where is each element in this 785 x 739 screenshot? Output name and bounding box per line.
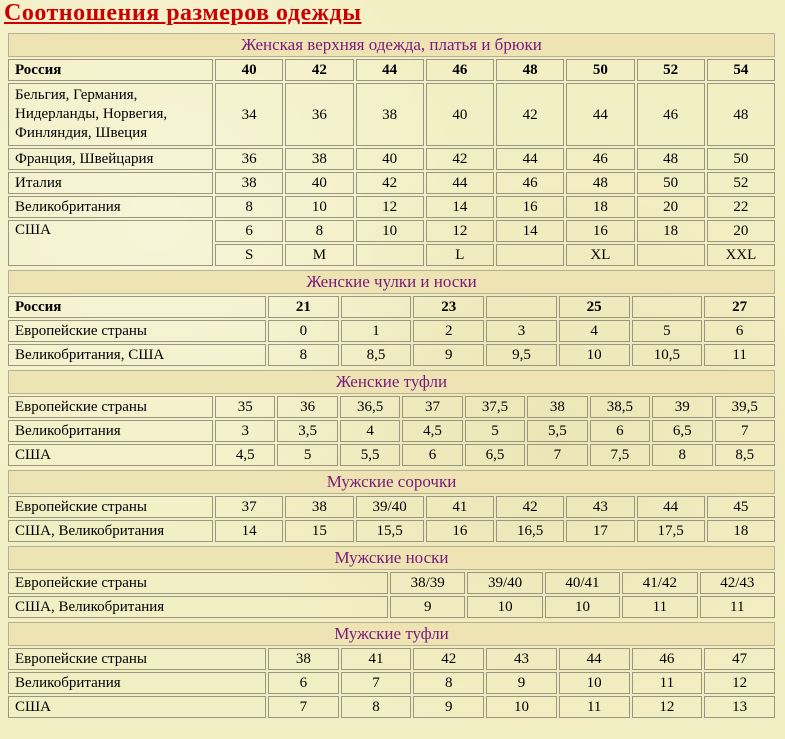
cell: 11	[632, 672, 703, 694]
cell: 7	[527, 444, 587, 466]
table-row	[8, 83, 775, 146]
cell: 5	[632, 320, 703, 342]
cell: 5	[277, 444, 337, 466]
cell: 44	[496, 148, 564, 170]
cell: 54	[707, 59, 775, 81]
cell: 38	[356, 83, 424, 146]
row-label: Европейские страны	[8, 496, 213, 518]
table-row	[8, 596, 775, 618]
table-row	[8, 296, 775, 318]
table-mens-shirts	[6, 468, 777, 544]
row-label: Европейские страны	[8, 572, 388, 594]
cell: 38/39	[390, 572, 465, 594]
cell: 45	[707, 496, 775, 518]
cell: 12	[704, 672, 775, 694]
table-row	[8, 696, 775, 718]
table-row	[8, 220, 775, 242]
row-label: Бельгия, Германия, Нидерланды, Норвегия, Финляндия, Швеция	[8, 83, 213, 146]
cell: 10	[545, 596, 620, 618]
table-row	[8, 572, 775, 594]
cell: 8	[652, 444, 712, 466]
cell: 36,5	[340, 396, 400, 418]
cell: 18	[707, 520, 775, 542]
cell: XXL	[707, 244, 775, 266]
cell: 40	[426, 83, 494, 146]
cell: 48	[496, 59, 564, 81]
cell: 46	[637, 83, 705, 146]
row-label: США, Великобритания	[8, 596, 388, 618]
cell: 38	[215, 172, 283, 194]
cell: 10,5	[632, 344, 703, 366]
cell: 4	[340, 420, 400, 442]
row-label: Франция, Швейцария	[8, 148, 213, 170]
cell: 12	[426, 220, 494, 242]
table-mens-socks	[6, 544, 777, 620]
cell: 1	[341, 320, 412, 342]
cell: 38,5	[590, 396, 650, 418]
cell: 6,5	[652, 420, 712, 442]
cell: 8	[413, 672, 484, 694]
table-row	[8, 344, 775, 366]
cell: 7,5	[590, 444, 650, 466]
cell: 18	[637, 220, 705, 242]
cell: L	[426, 244, 494, 266]
cell: 40	[285, 172, 353, 194]
section-heading: Женские чулки и носки	[8, 270, 775, 294]
cell: 38	[285, 148, 353, 170]
cell	[496, 244, 564, 266]
cell: 4,5	[402, 420, 462, 442]
cell: 41	[341, 648, 412, 670]
cell: 8	[341, 696, 412, 718]
cell: 17,5	[637, 520, 705, 542]
cell: 44	[566, 83, 634, 146]
cell: 17	[566, 520, 634, 542]
cell: 6	[590, 420, 650, 442]
cell: 15	[285, 520, 353, 542]
cell: 50	[707, 148, 775, 170]
section-heading: Мужские сорочки	[8, 470, 775, 494]
section-heading: Мужские туфли	[8, 622, 775, 646]
table-row	[8, 196, 775, 218]
table-row	[8, 648, 775, 670]
cell: 50	[566, 59, 634, 81]
row-label: США	[8, 220, 213, 266]
cell: 41/42	[622, 572, 697, 594]
cell: 10	[559, 344, 630, 366]
cell: 25	[559, 296, 630, 318]
table-row	[8, 444, 775, 466]
row-label: Италия	[8, 172, 213, 194]
cell: 15,5	[356, 520, 424, 542]
cell: 34	[215, 83, 283, 146]
row-label: США	[8, 444, 213, 466]
row-label: Европейские страны	[8, 320, 266, 342]
table-row	[8, 59, 775, 81]
cell: 14	[215, 520, 283, 542]
cell: 39/40	[467, 572, 542, 594]
cell: 8	[268, 344, 339, 366]
cell: 10	[356, 220, 424, 242]
cell: 52	[637, 59, 705, 81]
cell: 39	[652, 396, 712, 418]
row-label: Россия	[8, 59, 213, 81]
cell: 43	[486, 648, 557, 670]
cell: 2	[413, 320, 484, 342]
table-womens-stockings	[6, 268, 777, 368]
cell: 6	[704, 320, 775, 342]
size-tables	[6, 31, 777, 720]
cell: 35	[215, 396, 275, 418]
cell: 42	[496, 83, 564, 146]
cell: 37,5	[465, 396, 525, 418]
table-row	[8, 420, 775, 442]
cell: 5,5	[340, 444, 400, 466]
cell	[486, 296, 557, 318]
cell: 46	[632, 648, 703, 670]
cell: 0	[268, 320, 339, 342]
cell: 11	[700, 596, 775, 618]
cell: 36	[285, 83, 353, 146]
cell	[341, 296, 412, 318]
cell: 11	[559, 696, 630, 718]
section-heading: Женские туфли	[8, 370, 775, 394]
cell: 52	[707, 172, 775, 194]
cell: S	[215, 244, 283, 266]
cell: 37	[215, 496, 283, 518]
table-row	[8, 148, 775, 170]
cell: 20	[637, 196, 705, 218]
row-label: Россия	[8, 296, 266, 318]
cell: 47	[704, 648, 775, 670]
cell: 44	[356, 59, 424, 81]
cell: 12	[356, 196, 424, 218]
cell: 44	[426, 172, 494, 194]
cell: 10	[559, 672, 630, 694]
cell	[356, 244, 424, 266]
cell: 42	[496, 496, 564, 518]
cell: 9	[413, 696, 484, 718]
cell	[632, 296, 703, 318]
cell: 11	[622, 596, 697, 618]
cell: 42/43	[700, 572, 775, 594]
cell: 44	[559, 648, 630, 670]
cell: 44	[637, 496, 705, 518]
cell: 37	[402, 396, 462, 418]
cell: 40	[215, 59, 283, 81]
table-womens-shoes	[6, 368, 777, 468]
cell: 7	[715, 420, 776, 442]
cell: 8	[285, 220, 353, 242]
table-row	[8, 172, 775, 194]
cell: 16	[496, 196, 564, 218]
cell: 21	[268, 296, 339, 318]
row-label: Великобритания	[8, 420, 213, 442]
cell: 8	[215, 196, 283, 218]
cell: 3,5	[277, 420, 337, 442]
cell: 20	[707, 220, 775, 242]
cell: 8,5	[715, 444, 776, 466]
cell: 12	[632, 696, 703, 718]
row-label: Великобритания	[8, 672, 266, 694]
cell: 16	[426, 520, 494, 542]
cell: XL	[566, 244, 634, 266]
table-womens-outerwear	[6, 31, 777, 268]
cell: 6,5	[465, 444, 525, 466]
cell: 6	[268, 672, 339, 694]
table-row	[8, 396, 775, 418]
cell: 38	[285, 496, 353, 518]
cell: 13	[704, 696, 775, 718]
cell: 46	[566, 148, 634, 170]
cell: 9,5	[486, 344, 557, 366]
cell: 39/40	[356, 496, 424, 518]
cell: 23	[413, 296, 484, 318]
cell: 6	[402, 444, 462, 466]
cell: M	[285, 244, 353, 266]
row-label: Великобритания	[8, 196, 213, 218]
cell: 9	[413, 344, 484, 366]
table-mens-shoes	[6, 620, 777, 720]
cell: 46	[496, 172, 564, 194]
cell: 43	[566, 496, 634, 518]
cell: 40	[356, 148, 424, 170]
table-row	[8, 520, 775, 542]
cell: 14	[426, 196, 494, 218]
cell: 38	[527, 396, 587, 418]
cell: 3	[215, 420, 275, 442]
row-label: Европейские страны	[8, 396, 213, 418]
cell: 36	[215, 148, 283, 170]
table-row	[8, 672, 775, 694]
cell: 48	[707, 83, 775, 146]
cell: 7	[268, 696, 339, 718]
cell: 10	[467, 596, 542, 618]
section-heading: Мужские носки	[8, 546, 775, 570]
row-label: США	[8, 696, 266, 718]
cell: 4	[559, 320, 630, 342]
cell: 5,5	[527, 420, 587, 442]
row-label: Великобритания, США	[8, 344, 266, 366]
cell: 41	[426, 496, 494, 518]
cell: 10	[486, 696, 557, 718]
cell: 48	[637, 148, 705, 170]
cell: 7	[341, 672, 412, 694]
cell: 42	[426, 148, 494, 170]
cell: 4,5	[215, 444, 275, 466]
cell: 16,5	[496, 520, 564, 542]
cell: 42	[356, 172, 424, 194]
cell: 10	[285, 196, 353, 218]
cell: 42	[413, 648, 484, 670]
cell: 9	[390, 596, 465, 618]
cell: 18	[566, 196, 634, 218]
cell: 36	[277, 396, 337, 418]
cell: 9	[486, 672, 557, 694]
cell: 16	[566, 220, 634, 242]
table-row	[8, 320, 775, 342]
cell: 14	[496, 220, 564, 242]
cell	[637, 244, 705, 266]
cell: 46	[426, 59, 494, 81]
cell: 38	[268, 648, 339, 670]
row-label: Европейские страны	[8, 648, 266, 670]
cell: 22	[707, 196, 775, 218]
cell: 50	[637, 172, 705, 194]
cell: 48	[566, 172, 634, 194]
cell: 8,5	[341, 344, 412, 366]
cell: 6	[215, 220, 283, 242]
cell: 5	[465, 420, 525, 442]
table-row	[8, 496, 775, 518]
cell: 39,5	[715, 396, 776, 418]
cell: 3	[486, 320, 557, 342]
cell: 11	[704, 344, 775, 366]
page-title: Соотношения размеров одежды	[4, 0, 362, 26]
cell: 42	[285, 59, 353, 81]
cell: 40/41	[545, 572, 620, 594]
row-label: США, Великобритания	[8, 520, 213, 542]
cell: 27	[704, 296, 775, 318]
section-heading: Женская верхняя одежда, платья и брюки	[8, 33, 775, 57]
